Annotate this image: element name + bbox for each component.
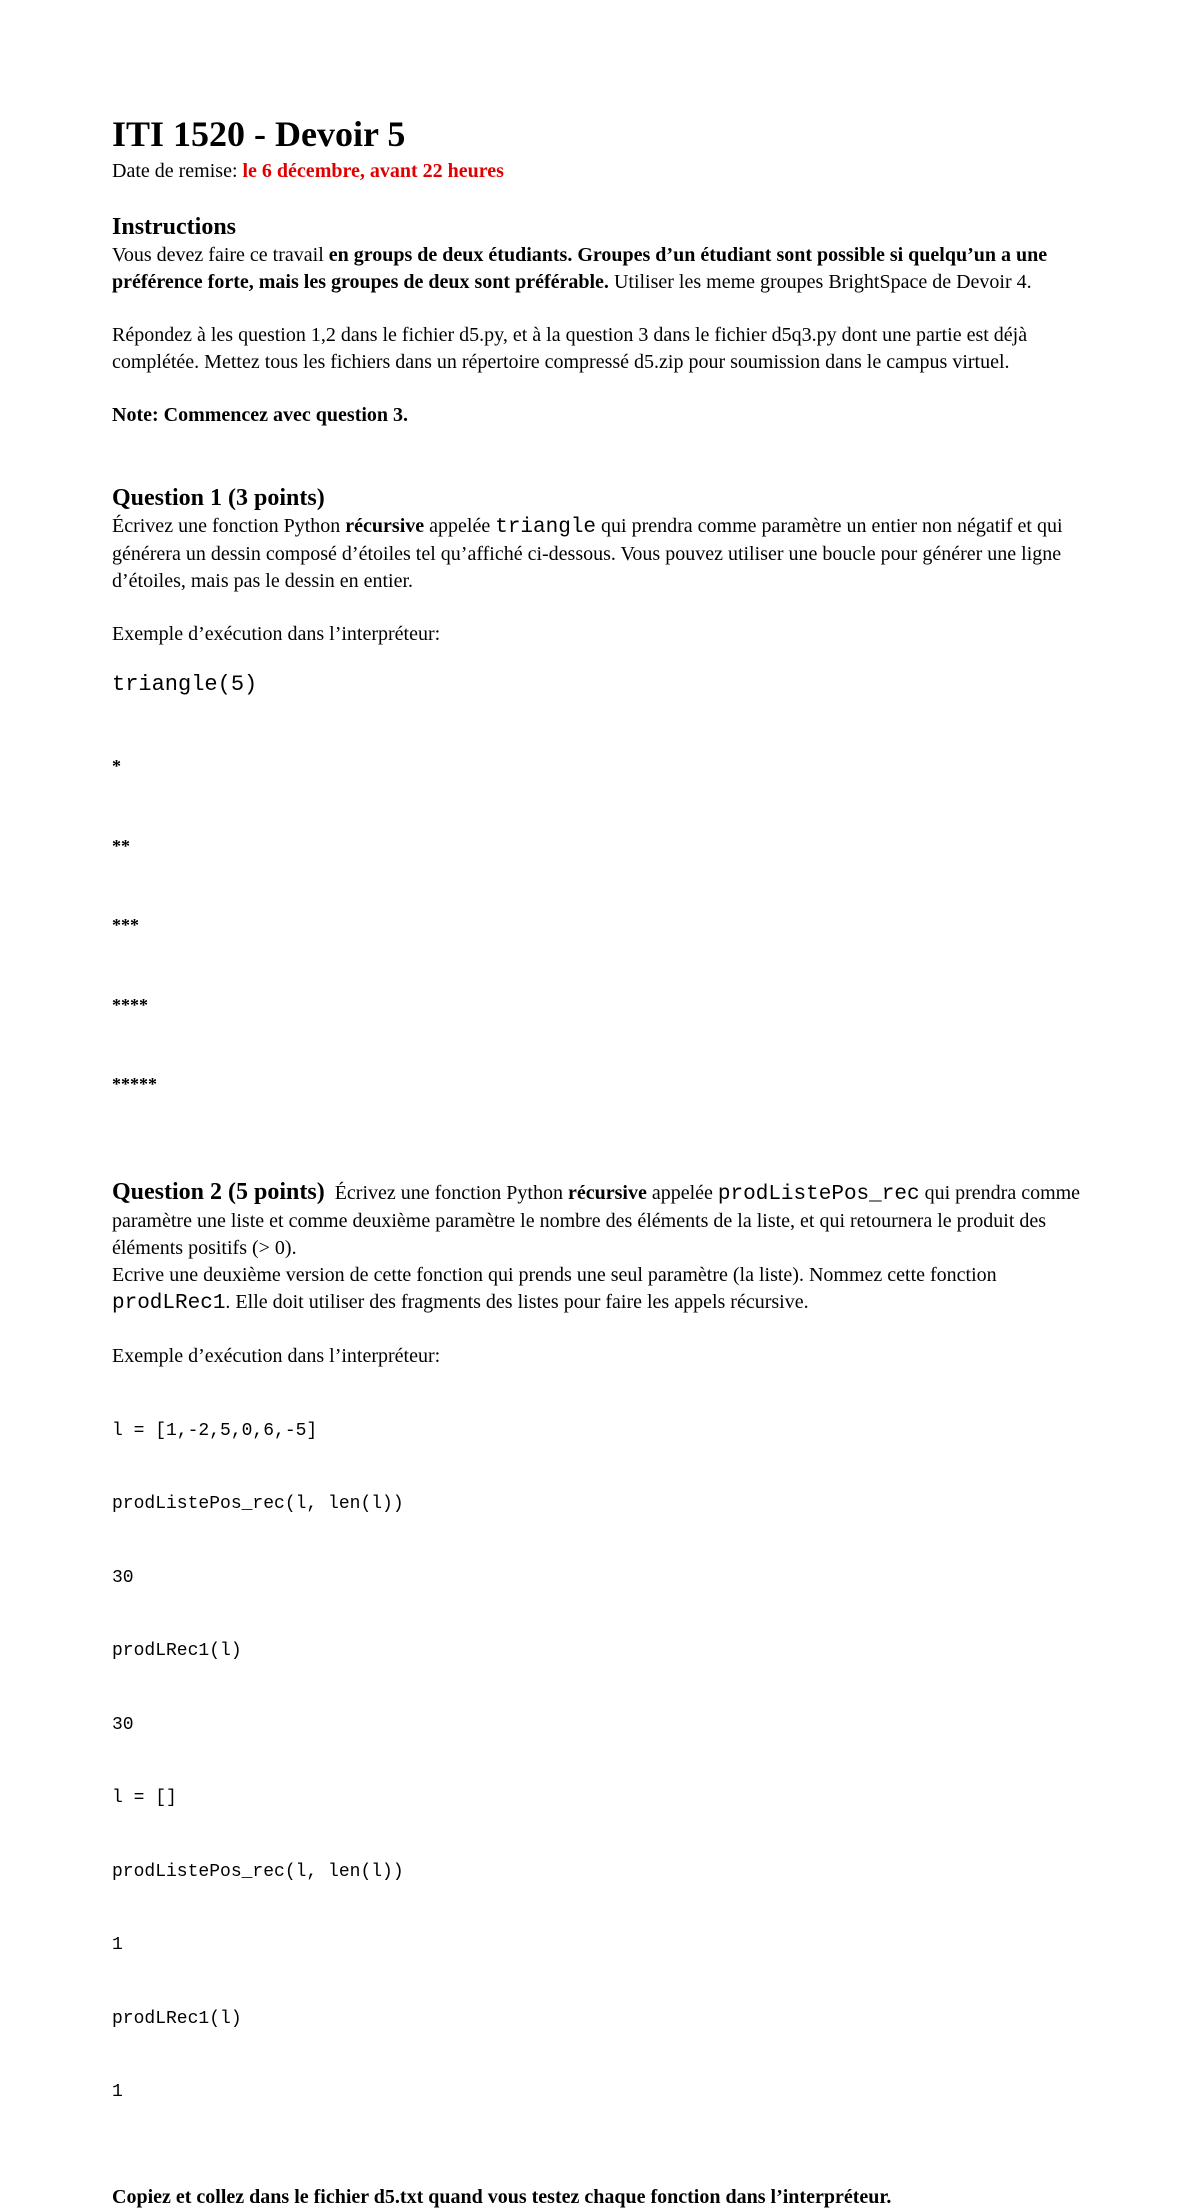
q1-text-3: appelée bbox=[424, 515, 496, 537]
q1-example-label: Exemple d’exécution dans l’interpréteur: bbox=[112, 623, 441, 645]
document-page bbox=[112, 112, 1092, 2211]
instructions-p1-text-a: Vous devez faire ce travail bbox=[112, 244, 329, 266]
star-line: ***** bbox=[112, 1074, 157, 1094]
instructions-paragraph-2: Répondez à les question 1,2 dans le fichier d5.py, et à la question 3 dans le fichier d5q3.py dont une partie est déjà complétée. Mettez tous les fichiers dans un répertoire compressé d5.zip pour soumission dans le campus virtuel. bbox=[112, 324, 1028, 373]
question-2-text-2 bbox=[112, 1262, 1092, 1317]
code-line: prodLRec1(l) bbox=[112, 2008, 242, 2029]
code-line: 1 bbox=[112, 2082, 123, 2102]
q2-text-bold: récursive bbox=[567, 1181, 647, 1204]
q1-text-1: Écrivez une fonction Python bbox=[112, 515, 346, 537]
due-date-line bbox=[112, 158, 1092, 184]
instructions-heading: Instructions bbox=[112, 214, 237, 240]
q1-text-bold: récursive bbox=[345, 515, 425, 537]
code-line: prodListePos_rec(l, len(l)) bbox=[112, 1861, 404, 1882]
instructions-paragraph-1 bbox=[112, 242, 1092, 296]
code-line: prodListePos_rec(l, len(l)) bbox=[112, 1494, 404, 1514]
question-2-text bbox=[112, 1179, 1092, 1262]
star-line: *** bbox=[112, 915, 139, 935]
star-line: * bbox=[112, 756, 121, 776]
q1-text-4: qui prendra comme paramètre un entier non négatif et qui générera un dessin composé d’étoiles tel qu’affiché ci-dessous. Vous pouvez utiliser une boucle pour générer une ligne d’étoiles, mais pas le dessin en entier. bbox=[112, 515, 1063, 592]
due-date-value: le 6 décembre, avant 22 heures bbox=[242, 160, 504, 182]
instructions-p1-text-c: Utiliser les meme groupes BrightSpace de Devoir 4. bbox=[608, 271, 1032, 293]
q2-text-6: . Elle doit utiliser des fragments des listes pour faire les appels récursive. bbox=[225, 1290, 809, 1313]
q2-text-4: qui prendra comme paramètre une liste et comme deuxième paramètre le nombre des éléments de la liste, et qui retournera le produit des éléments positifs (> 0). bbox=[112, 1181, 1081, 1259]
star-line: **** bbox=[112, 994, 148, 1015]
q1-stars-output bbox=[112, 700, 1092, 1151]
page-title: ITI 1520 - Devoir 5 bbox=[112, 114, 406, 154]
code-line: 1 bbox=[112, 1935, 123, 1955]
q2-function-name: prodListePos_rec bbox=[717, 1182, 920, 1206]
q2-function-name-2: prodLRec1 bbox=[112, 1291, 226, 1315]
code-line: 30 bbox=[112, 1567, 134, 1588]
question-2-heading: Question 2 (5 points) bbox=[112, 1178, 325, 1205]
q1-example-call: triangle(5) bbox=[112, 672, 258, 697]
instructions-note: Note: Commencez avec question 3. bbox=[112, 404, 409, 426]
code-line: 30 bbox=[112, 1714, 134, 1735]
q2-example-label: Exemple d’exécution dans l’interpréteur: bbox=[112, 1344, 441, 1367]
due-date-label: Date de remise: bbox=[112, 160, 243, 182]
q2-text-1: Écrivez une fonction Python bbox=[334, 1181, 568, 1204]
code-line: l = [1,-2,5,0,6,-5] bbox=[112, 1420, 318, 1441]
q2-text-5: Ecrive une deuxième version de cette fonction qui prends une seul paramètre (la liste). Nommez cette fonction bbox=[112, 1263, 997, 1286]
q2-text-3: appelée bbox=[646, 1181, 718, 1204]
code-line: l = [] bbox=[112, 1788, 177, 1808]
question-1-text bbox=[112, 513, 1092, 595]
q1-function-name: triangle bbox=[495, 516, 597, 539]
question-1-heading: Question 1 (3 points) bbox=[112, 485, 325, 511]
final-note: Copiez et collez dans le fichier d5.txt quand vous testez chaque fonction dans l’interpréteur. bbox=[112, 2185, 892, 2208]
instructions-p1-text-bold: en groups de deux étudiants. Groupes d’un étudiant sont possible si quelqu’un a une préférence forte, mais les groupes de deux sont préférable. bbox=[112, 244, 1048, 293]
q2-code-block bbox=[112, 1370, 1092, 2154]
star-line: ** bbox=[112, 835, 130, 856]
code-line: prodLRec1(l) bbox=[112, 1641, 242, 1661]
